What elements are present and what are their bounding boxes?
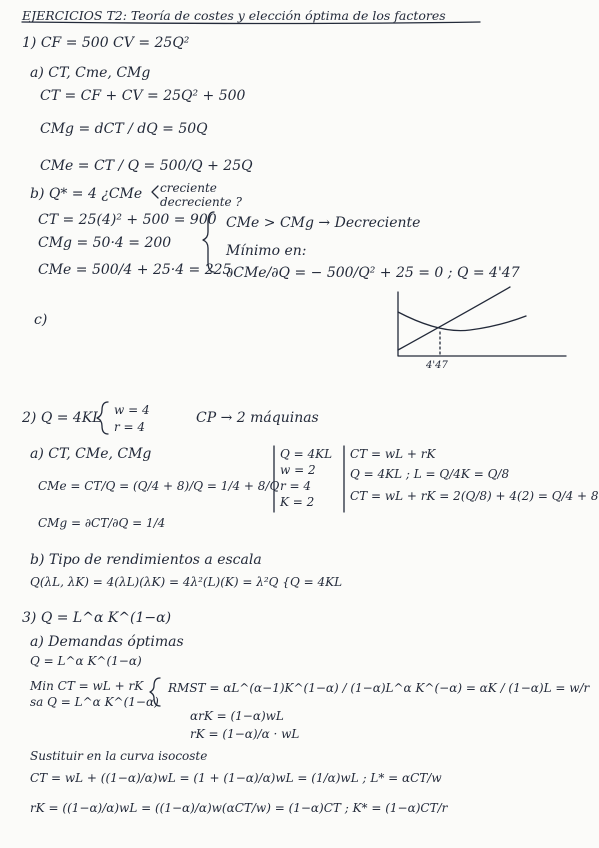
title-underline [22,22,480,24]
ex2-cmg: CMg = ∂CT/∂Q = 1/4 [38,516,166,530]
ex2-cp: CP → 2 máquinas [196,410,319,426]
ex3-min: Min CT = wL + rK [30,679,144,693]
ex1-b-option-brace [152,186,158,198]
graph-tick-label: 4'47 [426,360,448,371]
ex1-cmg-at-4: CMg = 50·4 = 200 [38,235,172,251]
cost-curves-graph [398,287,566,356]
ex1-ct-at-4: CT = 25(4)² + 500 = 900 [38,212,217,228]
ex3-sa: sa Q = L^α K^(1−α) [30,695,159,709]
ex2-res-ct-q: CT = wL + rK = 2(Q/8) + 4(2) = Q/4 + 8 [350,489,599,503]
page-title: EJERCICIOS T2: Teoría de costes y elección óptima de los factores [22,8,446,23]
ex3-relation-1: αrK = (1−α)wL [190,709,284,723]
ex2-res-l: Q = 4KL ; L = Q/4K = Q/8 [350,467,510,481]
ex2-res-ct: CT = wL + rK [350,447,436,461]
ex2-sys-k: K = 2 [280,495,315,509]
ex3-rk-line: rK = ((1−α)/α)wL = ((1−α)/α)w(αCT/w) = (1−α)CT ; K* = (1−α)CT/r [30,801,448,815]
ex2-price-r: r = 4 [114,420,146,434]
ex2-price-w: w = 4 [114,403,150,417]
ex1-brace [203,212,214,272]
ex2-price-brace [97,402,108,434]
ex1-cme-at-4: CMe = 500/4 + 25·4 = 225 [38,262,232,278]
ex1-b-option-decreciente: decreciente ? [160,195,242,209]
ex1-derivative: ∂CMe/∂Q = − 500/Q² + 25 = 0 ; Q = 4'47 [226,265,520,281]
ex2-sys-w: w = 2 [280,463,316,477]
ex2-b-label: b) Tipo de rendimientos a escala [30,552,262,568]
ex1-a-label: a) CT, Cme, CMg [30,65,151,81]
ex3-sustituir-label: Sustituir en la curva isocoste [30,749,208,763]
ex3-a-label: a) Demandas óptimas [30,634,184,650]
ex1-ct: CT = CF + CV = 25Q² + 500 [40,88,246,104]
ex1-b-option-creciente: creciente [160,181,217,195]
ex3-q: Q = L^α K^(1−α) [30,654,142,668]
ex2-sys-q: Q = 4KL [280,447,333,461]
ex3-ct-line: CT = wL + ((1−α)/α)wL = (1 + (1−α)/α)wL = (1/α)wL ; L* = αCT/w [30,771,442,785]
ex2-header: 2) Q = 4KL [22,410,102,426]
ex3-relation-2: rK = (1−α)/α · wL [190,727,300,741]
graph-axes [398,292,566,356]
ex1-minimo: Mínimo en: [226,243,307,259]
ex1-b-label: b) Q* = 4 ¿CMe [30,186,143,202]
ex2-b-equation: Q(λL, λK) = 4(λL)(λK) = 4λ²(L)(K) = λ²Q {Q = 4KL [30,575,343,589]
ex2-a-label: a) CT, CMe, CMg [30,446,152,462]
ex1-header: 1) CF = 500 CV = 25Q² [22,35,190,51]
ex1-cmg: CMg = dCT / dQ = 50Q [40,121,208,137]
ex2-sys-r: r = 4 [280,479,312,493]
ex1-compare: CMe > CMg → Decreciente [226,215,421,231]
ex1-cme: CMe = CT / Q = 500/Q + 25Q [40,158,253,174]
ex2-cme: CMe = CT/Q = (Q/4 + 8)/Q = 1/4 + 8/Q [38,479,280,493]
ex3-rmst: RMST = αL^(α−1)K^(1−α) / (1−α)L^α K^(−α) = αK / (1−α)L = w/r [168,681,590,695]
graph-cmg-curve [398,287,510,350]
ex1-c-label: c) [34,312,48,328]
ex3-min-brace [150,678,160,706]
ex3-header: 3) Q = L^α K^(1−α) [22,610,172,626]
